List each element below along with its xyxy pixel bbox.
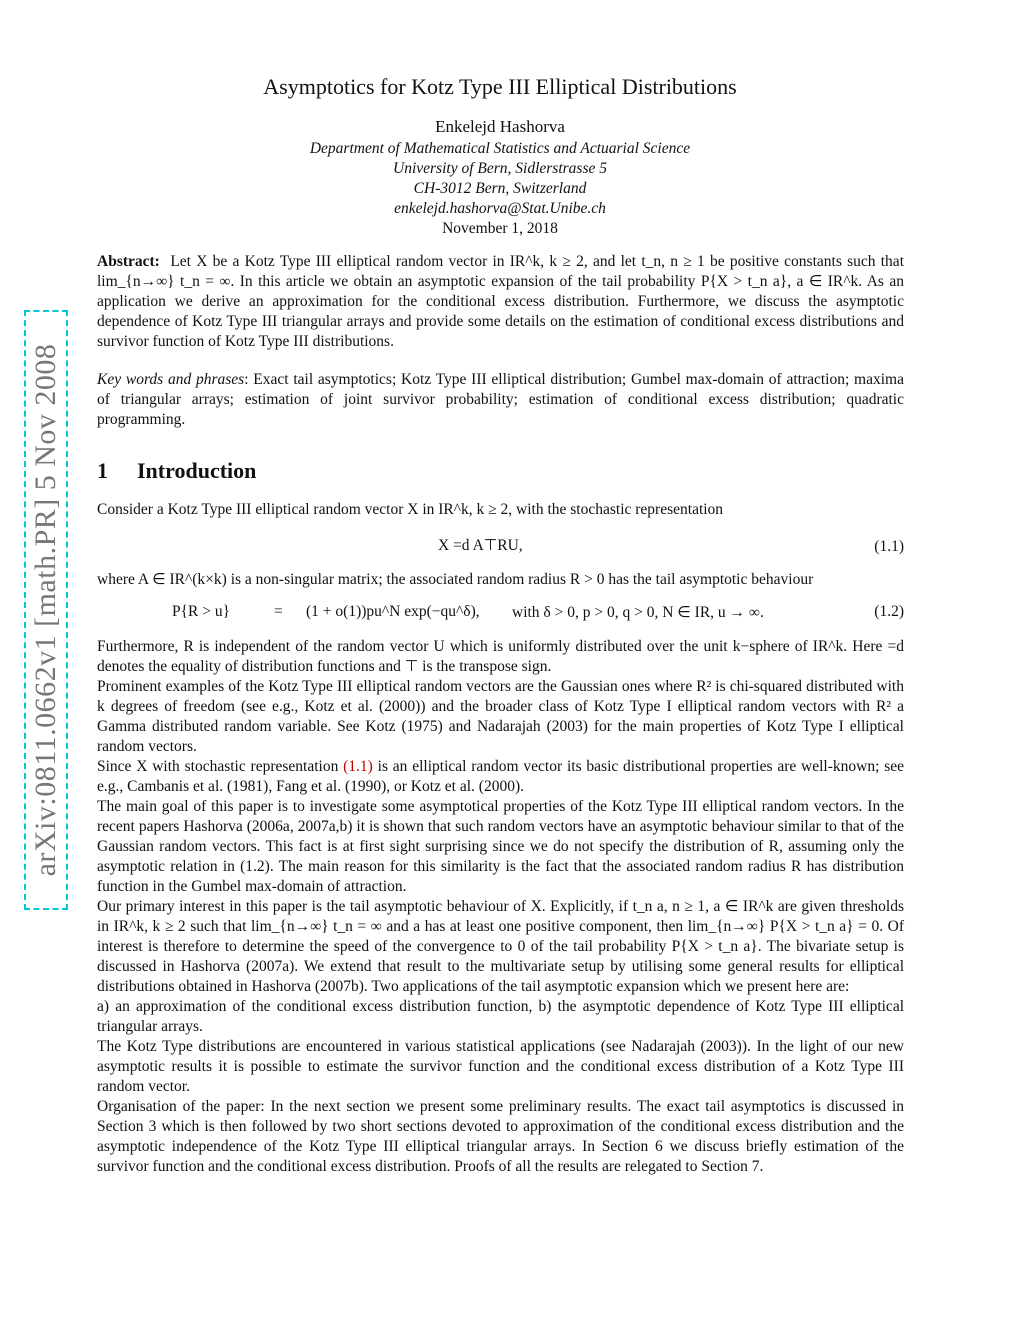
equation-reference-link[interactable]: (1.1) — [343, 758, 373, 775]
author-name: Enkelejd Hashorva — [435, 117, 565, 136]
abstract-text: Let X be a Kotz Type III elliptical random vector in IR^k, k ≥ 2, and let t_n, n ≥ 1 be positive constants such that lim_{n→∞} t_n = ∞. In this article we obtain an asymptotic expansion of the tail probability P{X > t_n a}, a ∈ IR^k. As an application we derive an approximation for the conditional excess distribution. Furthermore, we discuss the asymptotic dependence of Kotz Type III triangular arrays and provide some details on the estimation of conditional excess distributions and survivor function of Kotz Type III distributions. — [97, 253, 904, 350]
paper-date: November 1, 2018 — [442, 220, 558, 237]
equation-1-2-rhs: (1 + o(1))pu^N exp(−qu^δ), — [306, 603, 480, 620]
equation-1-2-lhs: P{R > u} — [172, 603, 231, 620]
intro-p5-start: Since X with stochastic representation — [97, 758, 344, 775]
intro-p1-text: Consider a Kotz Type III elliptical random vector X in IR^k, k ≥ 2, with the stochastic representation — [97, 501, 724, 518]
intro-p7: Our primary interest in this paper is the tail asymptotic behaviour of X. Explicitly, if t_n a, n ≥ 1, a ∈ IR^k are given thresholds in IR^k, k ≥ 2 such that lim_{n→∞} t_n = ∞ and a has at least one positive component, then lim_{n→∞} P{X > t_n a} = 0. Of interest is therefore to determine the speed of the convergence to 0 of the tail probability P{X > t_n a}. The bivariate setup is discussed in Hashorva (2007a). We extend that result to the multivariate setup by utilising some general results for elliptical distributions obtained in Hashorva (2007b). Two applications of the tail asymptotic expansion which we present here are: — [97, 898, 904, 995]
intro-p8: a) an approximation of the conditional excess distribution function, b) the asymptotic dependence of Kotz Type III elliptical triangular arrays. — [97, 998, 904, 1035]
affiliation-line-3: CH-3012 Bern, Switzerland — [413, 180, 587, 197]
abstract — [97, 252, 904, 352]
equation-1-2-condition: with δ > 0, p > 0, q > 0, N ∈ IR, u → ∞. — [512, 604, 764, 621]
intro-p6: The main goal of this paper is to investigate some asymptotical properties of the Kotz Type III elliptical random vectors. In the recent papers Hashorva (2006a, 2007a,b) it is shown that such random vectors have an asymptotic behaviour similar to that of the Gaussian random vectors. This fact is at first sight surprising since we do not specify the distribution of R, assuming only the asymptotic relation in (1.2). The main reason for this similarity is the fact that the associated random radius R has distribution function in the Gumbel max-domain of attraction. — [97, 798, 904, 895]
intro-p5-end: is an elliptical random vector its basic distributional properties are well-known; see e.g., Cambanis et al. (1981), Fang et al. (1990), or Kotz et al. (2000). — [97, 758, 904, 795]
intro-body — [97, 637, 904, 1177]
intro-paragraph-2 — [97, 570, 904, 590]
intro-p5 — [97, 757, 904, 797]
intro-p10: Organisation of the paper: In the next section we present some preliminary results. The exact tail asymptotics is discussed in Section 3 which is then followed by two short sections devoted to approximation of the conditional excess distribution and the asymptotic independence of the Kotz Type III elliptical triangular arrays. In Section 6 we discuss briefly estimation of the survivor function and the conditional excess distribution. Proofs of all the results are relegated to Section 7. — [97, 1098, 904, 1175]
section-number: 1 — [97, 458, 108, 483]
keywords: Key words and phrases: Exact tail asymptotics; Kotz Type III elliptical distribution; Gumbel max-domain of attraction; maxima of triangular arrays; estimation of joint survivor probability; estimation of conditional excess distribution; quadratic programming. — [97, 371, 904, 428]
intro-p4: Prominent examples of the Kotz Type III elliptical random vectors are the Gaussian ones where R² is chi-squared distributed with k degrees of freedom (see e.g., Kotz et al. (2000)) and the broader class of Kotz Type I elliptical random vectors with R² a Gamma distributed random variable. See Kotz (1975) and Nadarajah (2003) for the main properties of Kotz Type I elliptical random vectors. — [97, 678, 904, 755]
affiliation-line-1: Department of Mathematical Statistics and Actuarial Science — [309, 140, 691, 157]
intro-paragraph-1 — [97, 500, 904, 520]
abstract-label: Abstract: — [97, 253, 160, 270]
intro-p2-text: where A ∈ IR^(k×k) is a non-singular matrix; the associated random radius R > 0 has the tail asymptotic behaviour — [97, 571, 814, 588]
section-title: Introduction — [137, 458, 257, 483]
keywords-text: Exact tail asymptotics; Kotz Type III elliptical distribution; Gumbel max-domain of attraction; maxima of triangular arrays; estimation of joint survivor probability; estimation of conditional excess distribution; quadratic programming. — [97, 371, 904, 428]
equation-1-2-number: (1.2) — [874, 603, 904, 620]
keywords-label: Key words and phrases — [97, 371, 245, 388]
intro-p3: Furthermore, R is independent of the random vector U which is uniformly distributed over the unit k−sphere of IR^k. Here =d denotes the equality of distribution functions and ⊤ is the transpose sign. — [97, 638, 904, 675]
equation-1-1-number: (1.1) — [874, 538, 904, 555]
equation-1-1: X =d A⊤RU, — [438, 537, 523, 554]
arxiv-identifier[interactable]: arXiv:0811.0662v1 [math.PR] 5 Nov 2008 — [29, 343, 62, 877]
author-email[interactable]: enkelejd.hashorva@Stat.Unibe.ch — [394, 200, 606, 217]
paper-title: Asymptotics for Kotz Type III Elliptical Distributions — [263, 74, 737, 99]
equation-1-2-equals: = — [274, 603, 283, 620]
intro-p9: The Kotz Type distributions are encountered in various statistical applications (see Nadarajah (2003)). In the light of our new asymptotic results it is possible to estimate the survivor function and the conditional excess distribution of a Kotz Type III random vector. — [97, 1038, 904, 1095]
section-heading — [97, 458, 256, 484]
affiliation-line-2: University of Bern, Sidlerstrasse 5 — [393, 160, 607, 177]
